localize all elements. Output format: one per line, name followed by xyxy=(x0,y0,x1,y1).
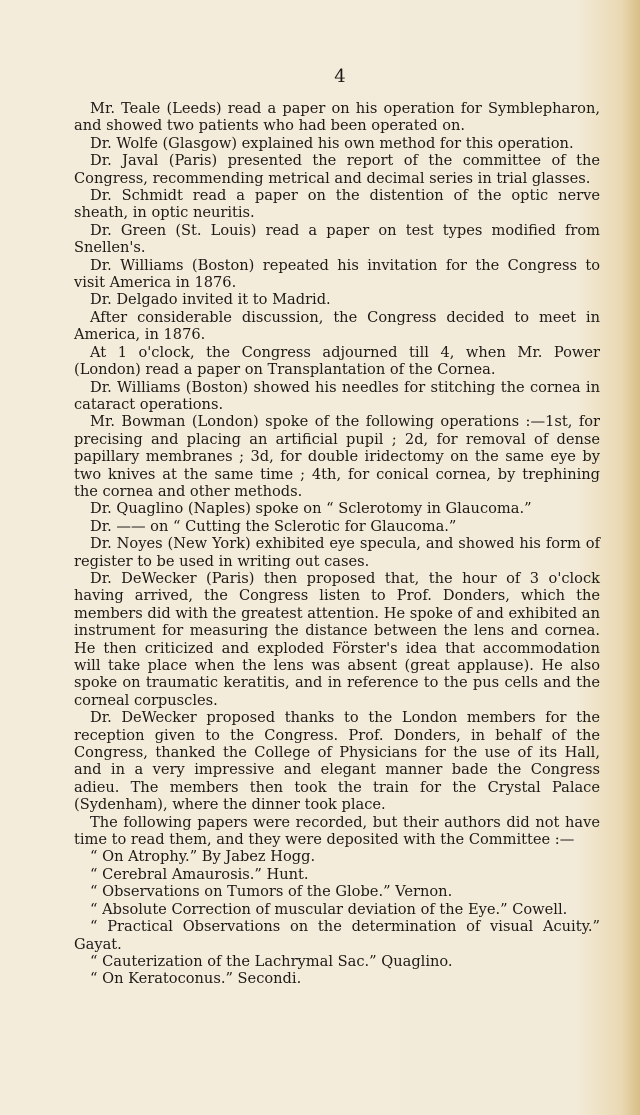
paper-entry: “ On Atrophy.” By Jabez Hogg. xyxy=(90,848,316,866)
paragraph: Dr. Quaglino (Naples) spoke on “ Sclerotomy in Glaucoma.” xyxy=(90,500,532,518)
paragraph: Dr. Williams (Boston) showed his needles for stitching the cornea in cataract operations. xyxy=(74,378,600,413)
paper-entry: “ Practical Observations on the determination of visual Acuity.” Gayat. xyxy=(74,918,600,953)
paragraph: At 1 o'clock, the Congress adjourned till 4, when Mr. Power (London) read a paper on Transplantation of the Cornea. xyxy=(74,343,600,379)
paragraph: After considerable discussion, the Congress decided to meet in America, in 1876. xyxy=(74,308,600,344)
paragraph: Dr. Schmidt read a paper on the distention of the optic nerve sheath, in optic neuritis. xyxy=(74,187,600,222)
paragraph: Mr. Bowman (London) spoke of the following operations :—1st, for precising and placing an artificial pupil ; 2d, for removal of dense papillary membranes ; 3d, for double iridectomy on the same eye by two knives at the same time ; 4th, for conical cornea, by trephining the cornea and other methods. xyxy=(74,413,600,500)
paragraph: Dr. —— on “ Cutting the Sclerotic for Glaucoma.” xyxy=(90,517,457,535)
paragraph: Dr. Wolfe (Glasgow) explained his own method for this operation. xyxy=(90,134,574,152)
paragraph: Mr. Teale (Leeds) read a paper on his operation for Symblepharon, and showed two patients who had been operated on. xyxy=(74,100,600,135)
paper-entry: “ Absolute Correction of muscular deviation of the Eye.” Cowell. xyxy=(90,900,568,918)
paragraph: Dr. Green (St. Louis) read a paper on test types modified from Snellen's. xyxy=(74,221,600,257)
paper-entry: “ Observations on Tumors of the Globe.” Vernon. xyxy=(90,883,453,901)
paragraph: The following papers were recorded, but their authors did not have time to read them, and they were deposited with the Committee :— xyxy=(74,813,600,849)
page-number: 4 xyxy=(334,66,346,87)
paragraph: Dr. Williams (Boston) repeated his invitation for the Congress to visit America in 1876. xyxy=(74,256,600,292)
body-text xyxy=(74,100,600,988)
paragraph: Dr. Delgado invited it to Madrid. xyxy=(90,291,331,309)
paragraph: Dr. DeWecker (Paris) then proposed that, the hour of 3 o'clock having arrived, the Congress listen to Prof. Donders, which the members did with the greatest attention. He spoke of and exhibited an instrument for measuring the distance between the lens and cornea. He then criticized and exploded Förster's idea that accommodation will take place when the lens was absent (great applause). He also spoke on traumatic keratitis, and in reference to the pus cells and the corneal corpuscles. xyxy=(74,569,600,709)
paper-entry: “ On Keratoconus.” Secondi. xyxy=(90,970,302,988)
paragraph: Dr. Javal (Paris) presented the report of the committee of the Congress, recommending metrical and decimal series in trial glasses. xyxy=(74,152,600,187)
paragraph: Dr. Noyes (New York) exhibited eye specula, and showed his form of register to be used in writing out cases. xyxy=(74,535,600,570)
paper-entry: “ Cauterization of the Lachrymal Sac.” Quaglino. xyxy=(90,952,453,970)
paper-entry: “ Cerebral Amaurosis.” Hunt. xyxy=(90,865,309,883)
paragraph: Dr. DeWecker proposed thanks to the London members for the reception given to the Congress. Prof. Donders, in behalf of the Congress, thanked the College of Physicians for the use of its Hall, and in a very impressive and elegant manner bade the Congress adieu. The members then took the train for the Crystal Palace (Sydenham), where the dinner took place. xyxy=(74,709,600,814)
